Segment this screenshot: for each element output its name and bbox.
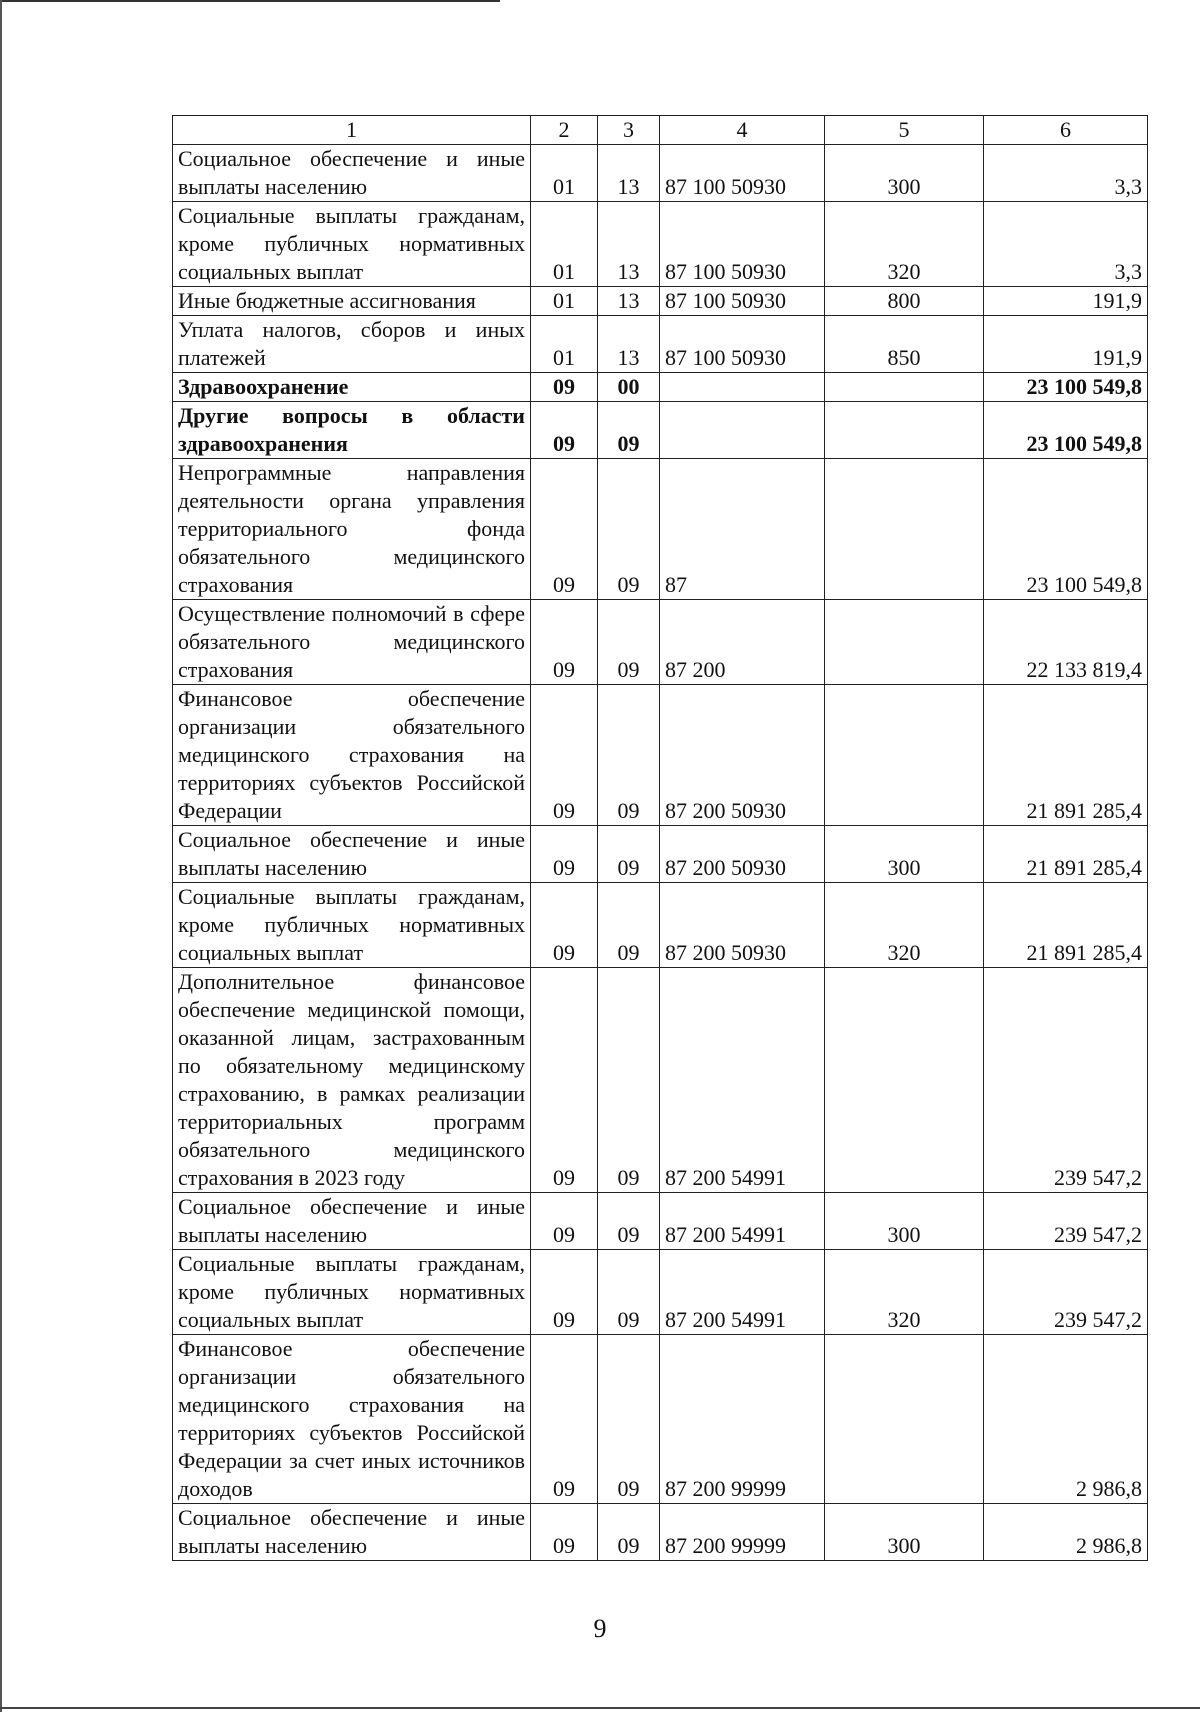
cell-target-article: 87 200 50930 [660,883,825,968]
cell-section: 09 [531,1193,598,1250]
cell-expense-type: 320 [825,202,984,287]
scan-edge-left [0,0,2,1712]
cell-subsection: 09 [598,1335,660,1504]
cell-target-article: 87 100 50930 [660,287,825,316]
cell-subsection: 13 [598,316,660,373]
header-col-1: 1 [173,116,531,145]
cell-name: Социальное обеспечение и иные выплаты населению [173,826,531,883]
cell-section: 09 [531,402,598,459]
cell-name: Социальные выплаты гражданам, кроме публичных нормативных социальных выплат [173,883,531,968]
cell-name: Непрограммные направления деятельности органа управления территориального фонда обязательного медицинского страхования [173,459,531,600]
cell-target-article: 87 100 50930 [660,145,825,202]
cell-section: 09 [531,968,598,1193]
cell-amount: 191,9 [984,287,1148,316]
cell-expense-type: 320 [825,1250,984,1335]
cell-section: 09 [531,373,598,402]
cell-expense-type: 320 [825,883,984,968]
table-row [173,1193,1148,1250]
cell-expense-type: 850 [825,316,984,373]
scan-edge-bottom [0,1707,1200,1709]
cell-amount: 191,9 [984,316,1148,373]
table-row [173,968,1148,1193]
cell-section: 01 [531,287,598,316]
cell-name: Социальное обеспечение и иные выплаты населению [173,1193,531,1250]
table-row [173,883,1148,968]
cell-subsection: 00 [598,373,660,402]
cell-target-article: 87 200 50930 [660,826,825,883]
cell-section: 01 [531,145,598,202]
table-row [173,287,1148,316]
table-row [173,373,1148,402]
header-col-5: 5 [825,116,984,145]
cell-section: 01 [531,202,598,287]
cell-amount: 239 547,2 [984,968,1148,1193]
table-row [173,1335,1148,1504]
table-body [173,145,1148,1561]
cell-target-article: 87 200 54991 [660,968,825,1193]
cell-expense-type [825,600,984,685]
cell-subsection: 09 [598,685,660,826]
table-header-row [173,116,1148,145]
cell-name: Финансовое обеспечение организации обязательного медицинского страхования на территориях субъектов Российской Федерации за счет иных источников доходов [173,1335,531,1504]
cell-target-article: 87 100 50930 [660,202,825,287]
cell-subsection: 09 [598,1504,660,1561]
cell-target-article: 87 200 [660,600,825,685]
header-col-3: 3 [598,116,660,145]
cell-target-article: 87 200 54991 [660,1250,825,1335]
cell-subsection: 09 [598,600,660,685]
table-row [173,402,1148,459]
cell-target-article: 87 200 54991 [660,1193,825,1250]
budget-table [172,115,1148,1561]
cell-amount: 2 986,8 [984,1335,1148,1504]
cell-expense-type [825,1335,984,1504]
cell-expense-type [825,685,984,826]
cell-name: Другие вопросы в области здравоохранения [173,402,531,459]
cell-expense-type: 300 [825,826,984,883]
cell-section: 09 [531,459,598,600]
cell-expense-type: 800 [825,287,984,316]
table-row [173,459,1148,600]
cell-amount: 21 891 285,4 [984,883,1148,968]
cell-subsection: 13 [598,287,660,316]
cell-section: 09 [531,1335,598,1504]
cell-amount: 3,3 [984,145,1148,202]
cell-expense-type: 300 [825,1504,984,1561]
cell-name: Социальное обеспечение и иные выплаты населению [173,1504,531,1561]
cell-amount: 239 547,2 [984,1193,1148,1250]
header-col-6: 6 [984,116,1148,145]
cell-subsection: 09 [598,1193,660,1250]
cell-section: 09 [531,883,598,968]
cell-expense-type [825,968,984,1193]
cell-subsection: 09 [598,883,660,968]
cell-subsection: 09 [598,1250,660,1335]
cell-amount: 3,3 [984,202,1148,287]
cell-amount: 23 100 549,8 [984,402,1148,459]
table-row [173,600,1148,685]
table-row [173,685,1148,826]
cell-section: 09 [531,826,598,883]
cell-amount: 21 891 285,4 [984,826,1148,883]
header-col-2: 2 [531,116,598,145]
cell-subsection: 09 [598,402,660,459]
cell-subsection: 09 [598,459,660,600]
table-row [173,1250,1148,1335]
cell-section: 09 [531,1504,598,1561]
cell-expense-type: 300 [825,1193,984,1250]
table-row [173,1504,1148,1561]
cell-name: Дополнительное финансовое обеспечение медицинской помощи, оказанной лицам, застрахованным по обязательному медицинскому страхованию, в рамках реализации территориальных программ обязательного медицинского страхования в 2023 году [173,968,531,1193]
table-row [173,316,1148,373]
cell-target-article: 87 [660,459,825,600]
cell-amount: 2 986,8 [984,1504,1148,1561]
scan-edge-top [0,0,500,2]
table-row [173,145,1148,202]
cell-expense-type [825,459,984,600]
cell-section: 09 [531,685,598,826]
cell-name: Социальные выплаты гражданам, кроме публичных нормативных социальных выплат [173,1250,531,1335]
cell-name: Осуществление полномочий в сфере обязательного медицинского страхования [173,600,531,685]
cell-name: Здравоохранение [173,373,531,402]
page-number: 9 [593,1614,607,1643]
cell-section: 01 [531,316,598,373]
cell-name: Иные бюджетные ассигнования [173,287,531,316]
cell-name: Социальное обеспечение и иные выплаты населению [173,145,531,202]
cell-expense-type [825,402,984,459]
cell-name: Финансовое обеспечение организации обязательного медицинского страхования на территориях субъектов Российской Федерации [173,685,531,826]
cell-target-article: 87 200 99999 [660,1335,825,1504]
cell-target-article: 87 200 50930 [660,685,825,826]
cell-subsection: 09 [598,968,660,1193]
header-col-4: 4 [660,116,825,145]
table-row [173,826,1148,883]
cell-expense-type: 300 [825,145,984,202]
cell-section: 09 [531,1250,598,1335]
cell-subsection: 09 [598,826,660,883]
cell-amount: 22 133 819,4 [984,600,1148,685]
cell-amount: 23 100 549,8 [984,373,1148,402]
cell-target-article [660,402,825,459]
cell-subsection: 13 [598,202,660,287]
cell-name: Социальные выплаты гражданам, кроме публичных нормативных социальных выплат [173,202,531,287]
cell-expense-type [825,373,984,402]
cell-amount: 21 891 285,4 [984,685,1148,826]
table-row [173,202,1148,287]
cell-target-article: 87 100 50930 [660,316,825,373]
cell-amount: 239 547,2 [984,1250,1148,1335]
cell-name: Уплата налогов, сборов и иных платежей [173,316,531,373]
cell-subsection: 13 [598,145,660,202]
cell-section: 09 [531,600,598,685]
cell-target-article: 87 200 99999 [660,1504,825,1561]
cell-amount: 23 100 549,8 [984,459,1148,600]
cell-target-article [660,373,825,402]
